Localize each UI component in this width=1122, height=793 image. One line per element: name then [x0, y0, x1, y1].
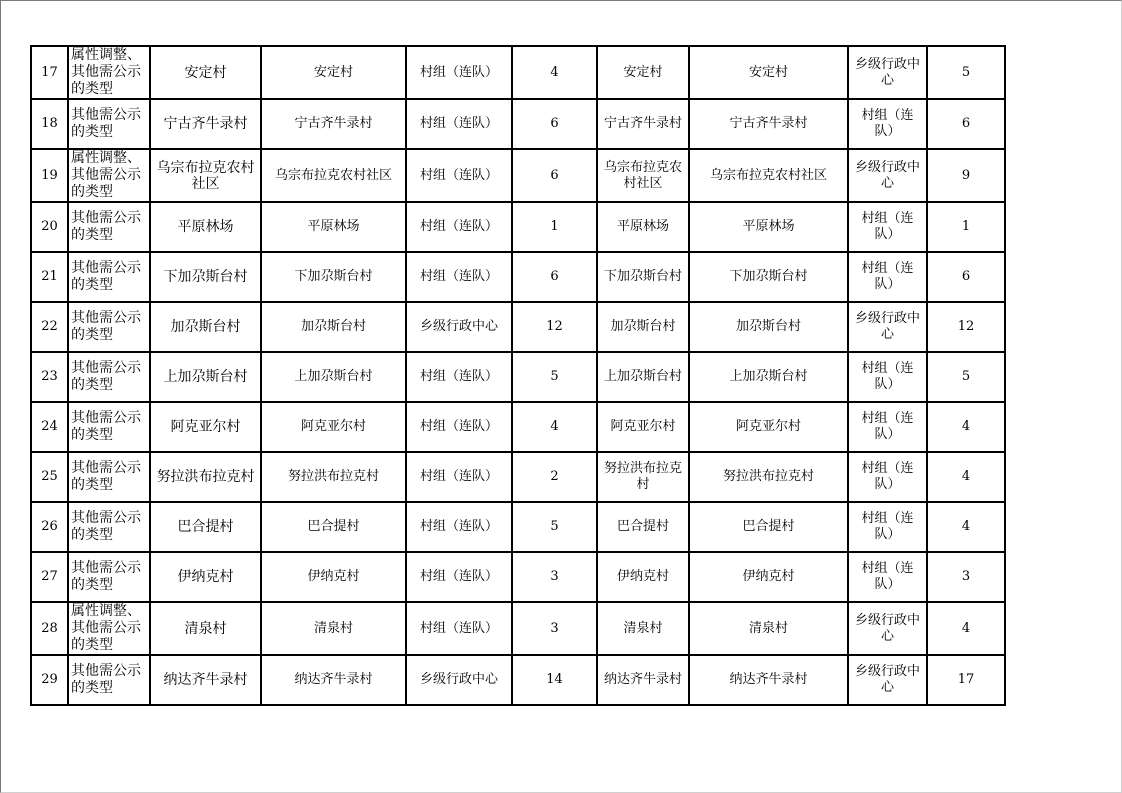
level-before-cell: 村组（连队）: [406, 352, 512, 402]
count-after-cell: 3: [927, 552, 1005, 602]
level-before-cell: 村组（连队）: [406, 202, 512, 252]
adjust-type-cell: 其他需公示的类型: [68, 202, 150, 252]
name-after-cell: 下加尕斯台村: [689, 252, 848, 302]
row-number-cell: 26: [31, 502, 68, 552]
village-cell: 加尕斯台村: [150, 302, 261, 352]
name-before-cell: 宁古齐牛录村: [261, 99, 406, 149]
level-after-cell: 乡级行政中心: [848, 46, 927, 99]
level-before-cell: 村组（连队）: [406, 602, 512, 655]
name-before-cell: 纳达齐牛录村: [261, 655, 406, 705]
table-row: [31, 252, 1005, 302]
table-row: [31, 452, 1005, 502]
level-after-cell: 村组（连队）: [848, 452, 927, 502]
village-cell: 巴合提村: [150, 502, 261, 552]
village-after-cell: 努拉洪布拉克村: [597, 452, 689, 502]
name-before-cell: 伊纳克村: [261, 552, 406, 602]
count-after-cell: 6: [927, 99, 1005, 149]
count-before-cell: 3: [512, 602, 597, 655]
count-after-cell: 5: [927, 46, 1005, 99]
table-row: [31, 402, 1005, 452]
level-after-cell: 村组（连队）: [848, 99, 927, 149]
village-after-cell: 纳达齐牛录村: [597, 655, 689, 705]
village-cell: 纳达齐牛录村: [150, 655, 261, 705]
village-cell: 平原林场: [150, 202, 261, 252]
count-after-cell: 4: [927, 402, 1005, 452]
level-before-cell: 村组（连队）: [406, 46, 512, 99]
level-before-cell: 村组（连队）: [406, 452, 512, 502]
name-after-cell: 宁古齐牛录村: [689, 99, 848, 149]
count-before-cell: 14: [512, 655, 597, 705]
count-before-cell: 4: [512, 402, 597, 452]
row-number-cell: 25: [31, 452, 68, 502]
name-after-cell: 乌宗布拉克农村社区: [689, 149, 848, 202]
adjust-type-cell: 其他需公示的类型: [68, 552, 150, 602]
village-cell: 宁古齐牛录村: [150, 99, 261, 149]
count-after-cell: 6: [927, 252, 1005, 302]
name-before-cell: 努拉洪布拉克村: [261, 452, 406, 502]
count-after-cell: 12: [927, 302, 1005, 352]
count-before-cell: 5: [512, 502, 597, 552]
adjust-type-cell: 其他需公示的类型: [68, 655, 150, 705]
adjust-type-cell: 其他需公示的类型: [68, 352, 150, 402]
adjust-type-cell: 其他需公示的类型: [68, 402, 150, 452]
count-after-cell: 4: [927, 602, 1005, 655]
name-before-cell: 加尕斯台村: [261, 302, 406, 352]
village-after-cell: 巴合提村: [597, 502, 689, 552]
count-after-cell: 4: [927, 502, 1005, 552]
village-cell: 乌宗布拉克农村社区: [150, 149, 261, 202]
count-after-cell: 9: [927, 149, 1005, 202]
village-after-cell: 平原林场: [597, 202, 689, 252]
level-before-cell: 村组（连队）: [406, 99, 512, 149]
village-after-cell: 伊纳克村: [597, 552, 689, 602]
table-row: [31, 46, 1005, 99]
level-after-cell: 村组（连队）: [848, 402, 927, 452]
name-before-cell: 安定村: [261, 46, 406, 99]
adjust-type-cell: 其他需公示的类型: [68, 502, 150, 552]
table-row: [31, 99, 1005, 149]
level-before-cell: 村组（连队）: [406, 502, 512, 552]
name-after-cell: 纳达齐牛录村: [689, 655, 848, 705]
village-after-cell: 上加尕斯台村: [597, 352, 689, 402]
village-cell: 阿克亚尔村: [150, 402, 261, 452]
village-cell: 安定村: [150, 46, 261, 99]
level-after-cell: 村组（连队）: [848, 552, 927, 602]
village-cell: 清泉村: [150, 602, 261, 655]
village-cell: 伊纳克村: [150, 552, 261, 602]
adjust-type-cell: 其他需公示的类型: [68, 302, 150, 352]
name-before-cell: 平原林场: [261, 202, 406, 252]
table-row: [31, 202, 1005, 252]
village-cell: 下加尕斯台村: [150, 252, 261, 302]
count-before-cell: 6: [512, 99, 597, 149]
level-after-cell: 乡级行政中心: [848, 602, 927, 655]
name-before-cell: 清泉村: [261, 602, 406, 655]
name-after-cell: 阿克亚尔村: [689, 402, 848, 452]
name-after-cell: 安定村: [689, 46, 848, 99]
adjust-type-cell: 属性调整、其他需公示的类型: [68, 602, 150, 655]
table-row: [31, 655, 1005, 705]
village-after-cell: 下加尕斯台村: [597, 252, 689, 302]
count-before-cell: 6: [512, 252, 597, 302]
name-before-cell: 巴合提村: [261, 502, 406, 552]
village-after-cell: 乌宗布拉克农村社区: [597, 149, 689, 202]
level-before-cell: 乡级行政中心: [406, 655, 512, 705]
row-number-cell: 24: [31, 402, 68, 452]
name-after-cell: 巴合提村: [689, 502, 848, 552]
village-cell: 努拉洪布拉克村: [150, 452, 261, 502]
level-after-cell: 乡级行政中心: [848, 302, 927, 352]
table-row: [31, 552, 1005, 602]
count-after-cell: 1: [927, 202, 1005, 252]
count-after-cell: 4: [927, 452, 1005, 502]
data-table: [30, 45, 1006, 706]
row-number-cell: 28: [31, 602, 68, 655]
table-row: [31, 352, 1005, 402]
level-after-cell: 乡级行政中心: [848, 149, 927, 202]
row-number-cell: 19: [31, 149, 68, 202]
name-after-cell: 平原林场: [689, 202, 848, 252]
row-number-cell: 21: [31, 252, 68, 302]
table-body: [31, 46, 1005, 705]
count-before-cell: 4: [512, 46, 597, 99]
count-before-cell: 2: [512, 452, 597, 502]
level-after-cell: 村组（连队）: [848, 502, 927, 552]
village-after-cell: 清泉村: [597, 602, 689, 655]
adjust-type-cell: 其他需公示的类型: [68, 99, 150, 149]
level-before-cell: 村组（连队）: [406, 252, 512, 302]
name-after-cell: 清泉村: [689, 602, 848, 655]
count-after-cell: 17: [927, 655, 1005, 705]
name-after-cell: 伊纳克村: [689, 552, 848, 602]
level-after-cell: 村组（连队）: [848, 252, 927, 302]
level-before-cell: 村组（连队）: [406, 149, 512, 202]
count-before-cell: 3: [512, 552, 597, 602]
row-number-cell: 23: [31, 352, 68, 402]
name-after-cell: 努拉洪布拉克村: [689, 452, 848, 502]
count-before-cell: 12: [512, 302, 597, 352]
adjust-type-cell: 属性调整、其他需公示的类型: [68, 46, 150, 99]
table-row: [31, 302, 1005, 352]
village-after-cell: 阿克亚尔村: [597, 402, 689, 452]
village-cell: 上加尕斯台村: [150, 352, 261, 402]
name-after-cell: 加尕斯台村: [689, 302, 848, 352]
count-before-cell: 6: [512, 149, 597, 202]
name-after-cell: 上加尕斯台村: [689, 352, 848, 402]
table-row: [31, 502, 1005, 552]
row-number-cell: 22: [31, 302, 68, 352]
adjust-type-cell: 属性调整、其他需公示的类型: [68, 149, 150, 202]
row-number-cell: 18: [31, 99, 68, 149]
row-number-cell: 17: [31, 46, 68, 99]
row-number-cell: 29: [31, 655, 68, 705]
village-after-cell: 宁古齐牛录村: [597, 99, 689, 149]
adjust-type-cell: 其他需公示的类型: [68, 252, 150, 302]
count-before-cell: 5: [512, 352, 597, 402]
row-number-cell: 20: [31, 202, 68, 252]
level-before-cell: 村组（连队）: [406, 552, 512, 602]
name-before-cell: 乌宗布拉克农村社区: [261, 149, 406, 202]
level-after-cell: 村组（连队）: [848, 202, 927, 252]
adjust-type-cell: 其他需公示的类型: [68, 452, 150, 502]
level-after-cell: 村组（连队）: [848, 352, 927, 402]
level-before-cell: 乡级行政中心: [406, 302, 512, 352]
level-before-cell: 村组（连队）: [406, 402, 512, 452]
table-row: [31, 149, 1005, 202]
name-before-cell: 上加尕斯台村: [261, 352, 406, 402]
count-before-cell: 1: [512, 202, 597, 252]
level-after-cell: 乡级行政中心: [848, 655, 927, 705]
name-before-cell: 下加尕斯台村: [261, 252, 406, 302]
village-after-cell: 加尕斯台村: [597, 302, 689, 352]
count-after-cell: 5: [927, 352, 1005, 402]
row-number-cell: 27: [31, 552, 68, 602]
village-after-cell: 安定村: [597, 46, 689, 99]
name-before-cell: 阿克亚尔村: [261, 402, 406, 452]
table-row: [31, 602, 1005, 655]
